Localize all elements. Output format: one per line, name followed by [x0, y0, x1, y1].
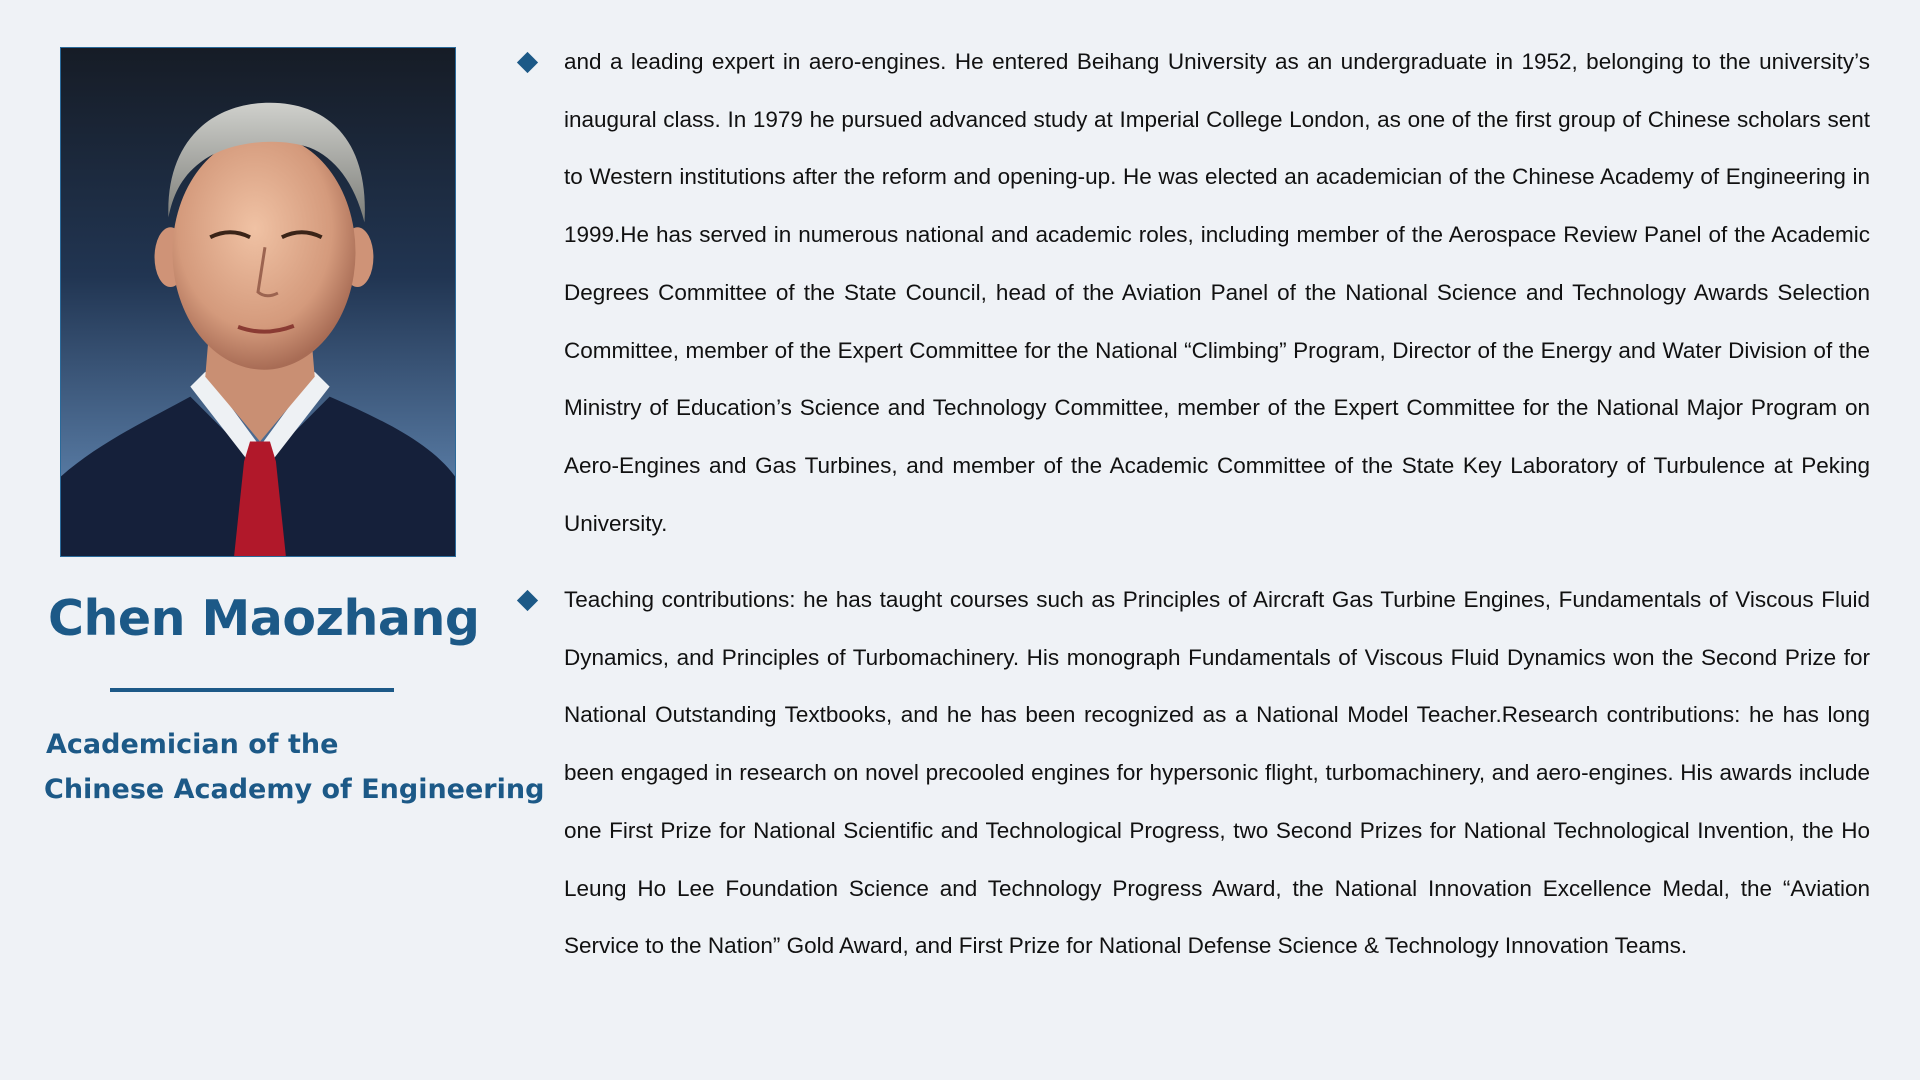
bio-paragraph: and a leading expert in aero-engines. He entered Beihang University as an undergraduate in 1952, belonging to the university’s inaugural class. In 1979 he pursued advanced study at Imperial College London, as one of the first group of Chinese scholars sent to Western institutions after the reform and opening-up. He was elected an academician of the Chinese Academy of Engineering in 1999.He has served in numerous national and academic roles, including member of the Aerospace Review Panel of the Academic Degrees Committee of the State Council, head of the Aviation Panel of the National Science and Technology Awards Selection Committee, member of the Expert Committee for the National “Climbing” Program, Director of the Energy and Water Division of the Ministry of Education’s Science and Technology Committee, member of the Expert Committee for the National Major Program on Aero-Engines and Gas Turbines, and member of the Academic Committee of the State Key Laboratory of Turbulence at Peking University. [564, 49, 1870, 536]
bullet-diamond-icon [517, 52, 538, 73]
portrait-image [61, 48, 455, 556]
portrait-photo [60, 47, 456, 557]
title-line-1: Academician of the [46, 729, 339, 760]
person-name: Chen Maozhang [48, 590, 480, 647]
name-divider [110, 688, 394, 692]
person-title [46, 722, 544, 812]
bullet-diamond-icon [517, 590, 538, 611]
contributions-paragraph: Teaching contributions: he has taught courses such as Principles of Aircraft Gas Turbine Engines, Fundamentals of Viscous Fluid Dynamics, and Principles of Turbomachinery. His monograph Fundamentals of Viscous Fluid Dynamics won the Second Prize for National Outstanding Textbooks, and he has been recognized as a National Model Teacher.Research contributions: he has long been engaged in research on novel precooled engines for hypersonic flight, turbomachinery, and aero-engines. His awards include one First Prize for National Scientific and Technological Progress, two Second Prizes for National Technological Invention, the Ho Leung Ho Lee Foundation Science and Technology Progress Award, the National Innovation Excellence Medal, the “Aviation Service to the Nation” Gold Award, and First Prize for National Defense Science & Technology Innovation Teams. [564, 587, 1870, 959]
title-line-2: Chinese Academy of Engineering [44, 774, 545, 805]
